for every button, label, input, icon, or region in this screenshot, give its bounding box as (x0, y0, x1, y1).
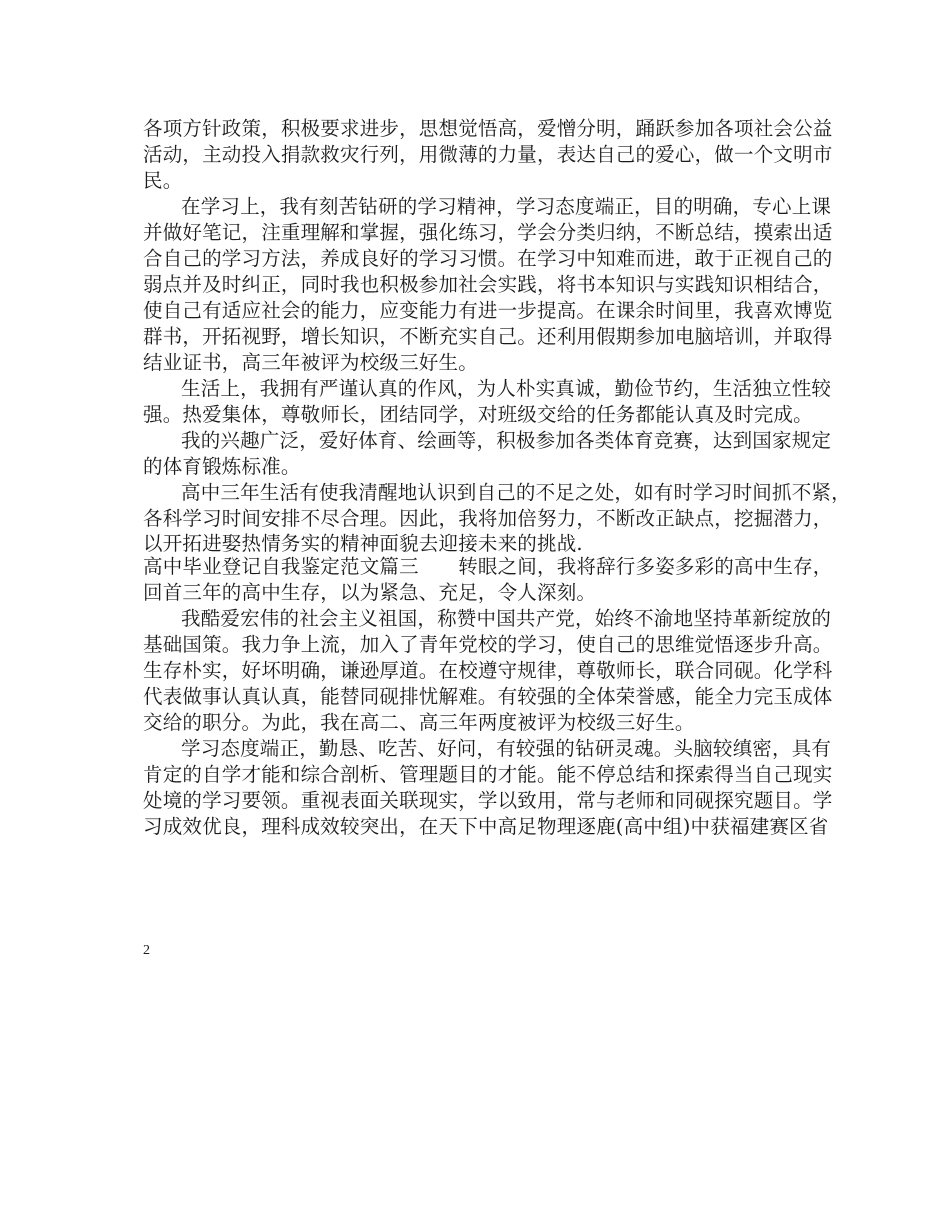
text-line: 活动，主动投入捐款救灾行列，用微薄的力量，表达自己的爱心，做一个文明市 (143, 143, 833, 166)
text-line: 习成效优良，理科成效较突出，在天下中高足物理逐鹿(高中组)中获福建赛区省 (143, 815, 829, 838)
text-line: 群书，开拓视野，增长知识，不断充实自己。还利用假期参加电脑培训，并取得 (143, 325, 833, 348)
text-line: 我的兴趣广泛，爱好体育、绘画等，积极参加各类体育竞赛，达到国家规定 (181, 429, 832, 452)
text-line: 各科学习时间安排不尽合理。因此，我将加倍努力，不断改正缺点，挖掘潜力， (143, 507, 833, 530)
text-line: 高中三年生活有使我清醒地认识到自己的不足之处，如有时学习时间抓不紧， (181, 481, 851, 504)
text-line: 肯定的自学才能和综合剖析、管理题目的才能。能不停总结和探索得当自己现实 (143, 763, 833, 786)
text-line: 并做好笔记，注重理解和掌握，强化练习，学会分类归纳，不断总结，摸索出适 (143, 221, 833, 244)
text-line: 以开拓进娶热情务实的精神面貌去迎接未来的挑战. (143, 532, 583, 555)
text-line: 结业证书，高三年被评为校级三好生。 (143, 351, 478, 374)
text-line: 高中毕业登记自我鉴定范文篇三 转眼之间，我将辞行多姿多彩的高中生存， (143, 555, 833, 578)
text-line: 弱点并及时纠正，同时我也积极参加社会实践，将书本知识与实践知识相结合， (143, 273, 833, 296)
page-number: 2 (143, 943, 150, 958)
text-line: 交给的职分。为此，我在高二、高三年两度被评为校级三好生。 (143, 711, 695, 734)
text-line: 我酷爱宏伟的社会主义祖国，称赞中国共产党，始终不渝地坚持革新绽放的 (181, 607, 832, 630)
text-line: 的体育锻炼标准。 (143, 455, 301, 478)
text-line: 合自己的学习方法，养成良好的学习习惯。在学习中知难而进，敢于正视自己的 (143, 247, 833, 270)
text-line: 学习态度端正，勤恳、吃苦、好问，有较强的钻研灵魂。头脑较缜密，具有 (181, 737, 832, 760)
text-line: 生存朴实，好坏明确，谦逊厚道。在校遵守规律，尊敬师长，联合同砚。化学科 (143, 659, 833, 682)
text-line: 基础国策。我力争上流，加入了青年党校的学习，使自己的思维觉悟逐步升高。 (143, 633, 833, 656)
text-line: 回首三年的高中生存，以为紧急、充足，令人深刻。 (143, 581, 597, 604)
text-line: 民。 (143, 169, 183, 192)
text-line: 强。热爱集体，尊敬师长，团结同学，对班级交给的任务都能认真及时完成。 (143, 403, 813, 426)
text-line: 使自己有适应社会的能力，应变能力有进一步提高。在课余时间里，我喜欢博览 (143, 299, 833, 322)
text-line: 在学习上，我有刻苦钻研的学习精神，学习态度端正，目的明确，专心上课 (181, 195, 832, 218)
text-line: 生活上，我拥有严谨认真的作风，为人朴实真诚，勤俭节约，生活独立性较 (181, 377, 832, 400)
text-line: 各项方针政策，积极要求进步，思想觉悟高，爱憎分明，踊跃参加各项社会公益 (143, 117, 833, 140)
text-line: 代表做事认真认真，能替同砚排忧解难。有较强的全体荣誉感，能全力完玉成体 (143, 685, 833, 708)
text-line: 处境的学习要领。重视表面关联现实，学以致用，常与老师和同砚探究题目。学 (143, 789, 833, 812)
